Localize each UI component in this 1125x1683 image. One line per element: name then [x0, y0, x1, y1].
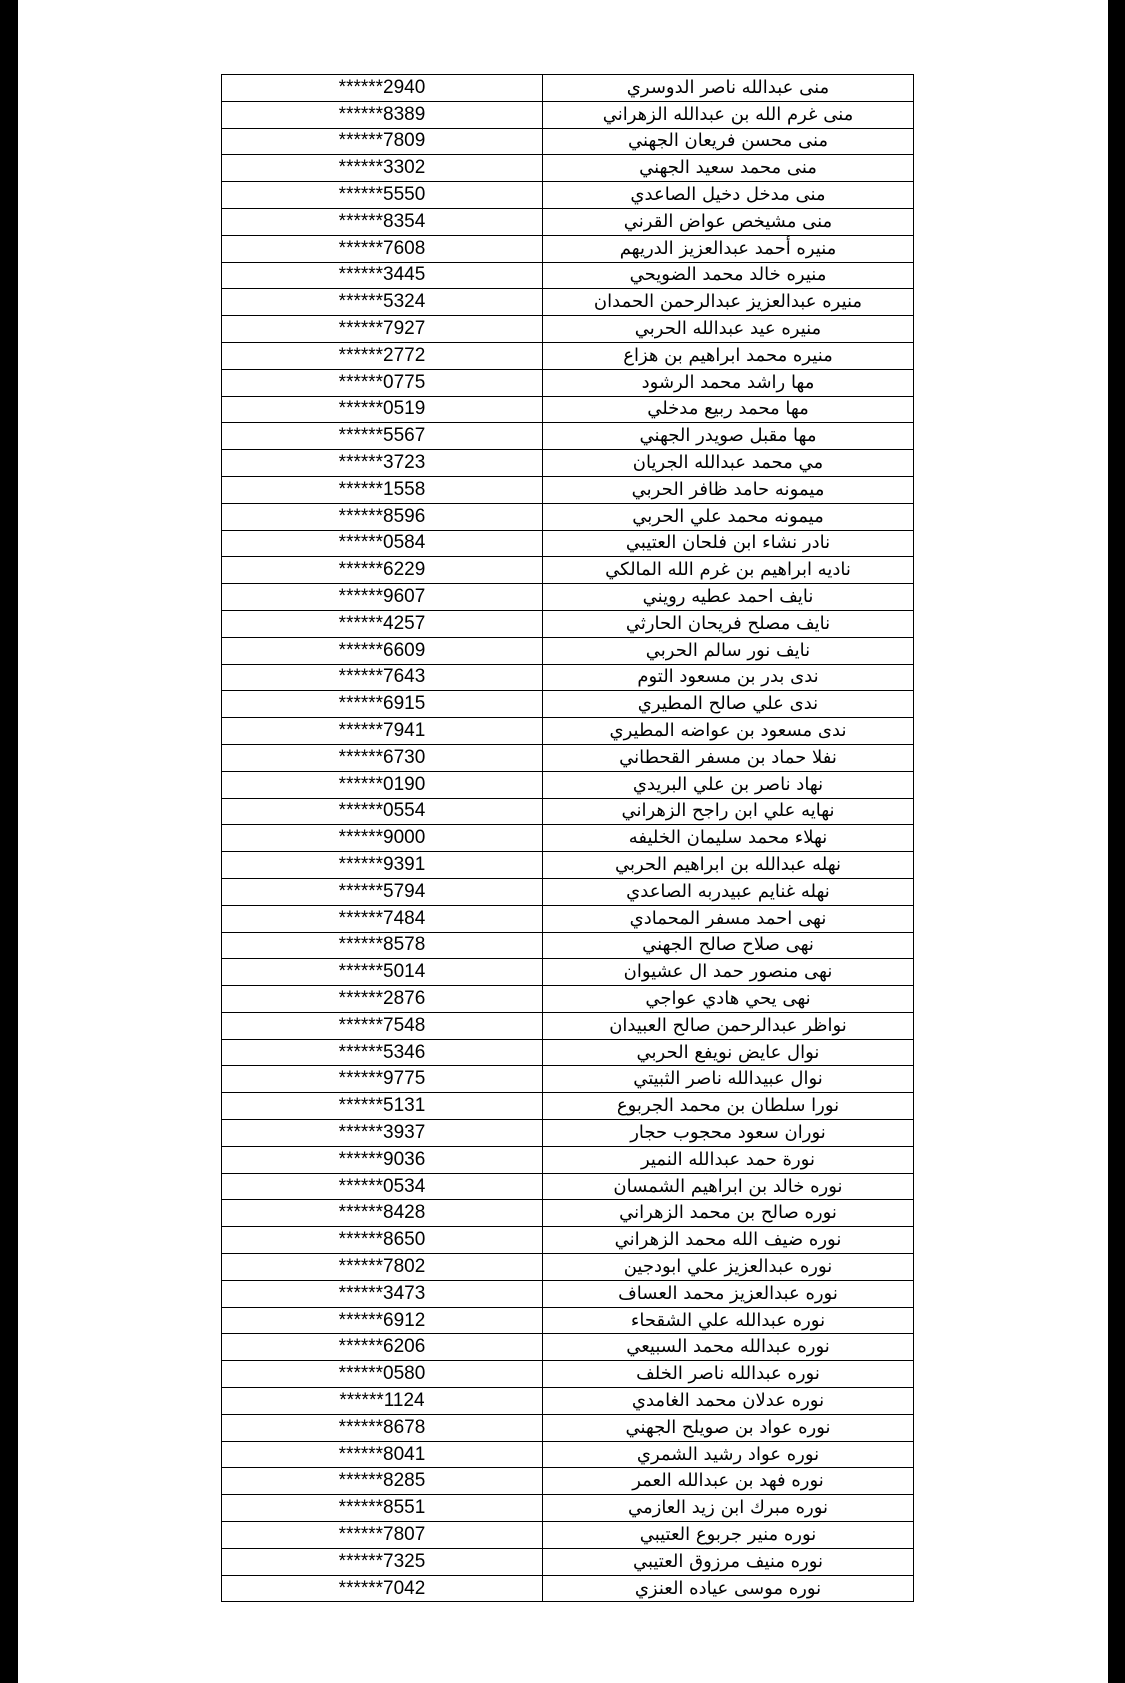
- table-row: [222, 852, 914, 879]
- person-name-cell: نوره منيف مرزوق العتيبي: [543, 1548, 914, 1575]
- person-name-cell: نوره فهد بن عبدالله العمر: [543, 1468, 914, 1495]
- id-number-cell: ******7548: [222, 1012, 543, 1039]
- person-name-cell: نادر نشاء ابن فلحان العتيبي: [543, 530, 914, 557]
- person-name-cell: نهله غنايم عبيدربه الصاعدي: [543, 878, 914, 905]
- table-row: [222, 101, 914, 128]
- table-row: [222, 584, 914, 611]
- id-number-cell: ******9775: [222, 1066, 543, 1093]
- id-number-cell: ******7809: [222, 128, 543, 155]
- names-table: [221, 74, 914, 1602]
- table-row: [222, 664, 914, 691]
- person-name-cell: منى محمد سعيد الجهني: [543, 155, 914, 182]
- id-number-cell: ******5324: [222, 289, 543, 316]
- id-number-cell: ******3937: [222, 1120, 543, 1147]
- table-row: [222, 182, 914, 209]
- table-row: [222, 878, 914, 905]
- table-row: [222, 1414, 914, 1441]
- table-row: [222, 637, 914, 664]
- table-row: [222, 1441, 914, 1468]
- table-row: [222, 986, 914, 1013]
- person-name-cell: مها محمد ربيع مدخلي: [543, 396, 914, 423]
- person-name-cell: مها راشد محمد الرشود: [543, 369, 914, 396]
- id-number-cell: ******7927: [222, 316, 543, 343]
- table-row: [222, 1254, 914, 1281]
- id-number-cell: ******8678: [222, 1414, 543, 1441]
- person-name-cell: منى محسن فريعان الجهني: [543, 128, 914, 155]
- table-row: [222, 798, 914, 825]
- id-number-cell: ******7042: [222, 1575, 543, 1602]
- person-name-cell: نوره عبدالله محمد السبيعي: [543, 1334, 914, 1361]
- person-name-cell: نهى احمد مسفر المحمادي: [543, 905, 914, 932]
- person-name-cell: نوره ضيف الله محمد الزهراني: [543, 1227, 914, 1254]
- id-number-cell: ******3302: [222, 155, 543, 182]
- person-name-cell: منى عبدالله ناصر الدوسري: [543, 75, 914, 102]
- person-name-cell: نايف مصلح فريحان الحارثي: [543, 610, 914, 637]
- id-number-cell: ******2772: [222, 342, 543, 369]
- person-name-cell: نهاد ناصر بن علي البريدي: [543, 771, 914, 798]
- id-number-cell: ******8285: [222, 1468, 543, 1495]
- id-number-cell: ******0554: [222, 798, 543, 825]
- person-name-cell: منى مدخل دخيل الصاعدي: [543, 182, 914, 209]
- table-row: [222, 691, 914, 718]
- names-table-body: [222, 75, 914, 1602]
- id-number-cell: ******5567: [222, 423, 543, 450]
- person-name-cell: نفلا حماد بن مسفر القحطاني: [543, 744, 914, 771]
- id-number-cell: ******3473: [222, 1280, 543, 1307]
- person-name-cell: نايف احمد عطيه رويني: [543, 584, 914, 611]
- table-row: [222, 396, 914, 423]
- table-row: [222, 1280, 914, 1307]
- id-number-cell: ******7643: [222, 664, 543, 691]
- table-row: [222, 342, 914, 369]
- person-name-cell: نهلاء محمد سليمان الخليفه: [543, 825, 914, 852]
- id-number-cell: ******9607: [222, 584, 543, 611]
- person-name-cell: نوره عبدالله ناصر الخلف: [543, 1361, 914, 1388]
- person-name-cell: ندى بدر بن مسعود التوم: [543, 664, 914, 691]
- table-row: [222, 1307, 914, 1334]
- person-name-cell: نهى منصور حمد ال عشيوان: [543, 959, 914, 986]
- person-name-cell: ميمونه حامد ظافر الحربي: [543, 476, 914, 503]
- person-name-cell: نايف نور سالم الحربي: [543, 637, 914, 664]
- id-number-cell: ******7941: [222, 718, 543, 745]
- table-row: [222, 1522, 914, 1549]
- person-name-cell: نوره مبرك ابن زيد العازمي: [543, 1495, 914, 1522]
- table-row: [222, 423, 914, 450]
- person-name-cell: نورا سلطان بن محمد الجربوع: [543, 1093, 914, 1120]
- person-name-cell: منيره عبدالعزيز عبدالرحمن الحمدان: [543, 289, 914, 316]
- person-name-cell: نوره عواد بن صويلح الجهني: [543, 1414, 914, 1441]
- table-row: [222, 1093, 914, 1120]
- table-row: [222, 610, 914, 637]
- id-number-cell: ******0534: [222, 1173, 543, 1200]
- person-name-cell: نهى يحي هادي عواجي: [543, 986, 914, 1013]
- table-row: [222, 235, 914, 262]
- person-name-cell: منيره أحمد عبدالعزيز الدريهم: [543, 235, 914, 262]
- person-name-cell: نوره عدلان محمد الغامدي: [543, 1388, 914, 1415]
- id-number-cell: ******0190: [222, 771, 543, 798]
- id-number-cell: ******6206: [222, 1334, 543, 1361]
- id-number-cell: ******8551: [222, 1495, 543, 1522]
- person-name-cell: نهى صلاح صالح الجهني: [543, 932, 914, 959]
- id-number-cell: ******5014: [222, 959, 543, 986]
- person-name-cell: ناديه ابراهيم بن غرم الله المالكي: [543, 557, 914, 584]
- id-number-cell: ******8354: [222, 208, 543, 235]
- id-number-cell: ******9036: [222, 1146, 543, 1173]
- id-number-cell: ******6229: [222, 557, 543, 584]
- person-name-cell: مها مقبل صويدر الجهني: [543, 423, 914, 450]
- table-row: [222, 1495, 914, 1522]
- table-row: [222, 1012, 914, 1039]
- table-row: [222, 530, 914, 557]
- table-row: [222, 718, 914, 745]
- table-row: [222, 1066, 914, 1093]
- person-name-cell: نوران سعود محجوب حجار: [543, 1120, 914, 1147]
- table-row: [222, 1200, 914, 1227]
- document-page: [18, 0, 1108, 1683]
- table-row: [222, 1146, 914, 1173]
- person-name-cell: نوره منير جربوع العتيبي: [543, 1522, 914, 1549]
- table-row: [222, 1548, 914, 1575]
- table-row: [222, 1039, 914, 1066]
- table-row: [222, 155, 914, 182]
- id-number-cell: ******6915: [222, 691, 543, 718]
- person-name-cell: نورة حمد عبدالله النمير: [543, 1146, 914, 1173]
- table-row: [222, 959, 914, 986]
- person-name-cell: منيره عيد عبدالله الحربي: [543, 316, 914, 343]
- id-number-cell: ******4257: [222, 610, 543, 637]
- id-number-cell: ******8428: [222, 1200, 543, 1227]
- table-row: [222, 128, 914, 155]
- person-name-cell: منيره محمد ابراهيم بن هزاع: [543, 342, 914, 369]
- table-row: [222, 1334, 914, 1361]
- table-row: [222, 208, 914, 235]
- id-number-cell: ******2876: [222, 986, 543, 1013]
- table-row: [222, 1361, 914, 1388]
- id-number-cell: ******5346: [222, 1039, 543, 1066]
- table-row: [222, 1388, 914, 1415]
- id-number-cell: ******7484: [222, 905, 543, 932]
- id-number-cell: ******5131: [222, 1093, 543, 1120]
- table-row: [222, 75, 914, 102]
- id-number-cell: ******0580: [222, 1361, 543, 1388]
- id-number-cell: ******0519: [222, 396, 543, 423]
- id-number-cell: ******0584: [222, 530, 543, 557]
- person-name-cell: نوره صالح بن محمد الزهراني: [543, 1200, 914, 1227]
- id-number-cell: ******5794: [222, 878, 543, 905]
- table-row: [222, 262, 914, 289]
- person-name-cell: نوره عواد رشيد الشمري: [543, 1441, 914, 1468]
- table-row: [222, 450, 914, 477]
- table-row: [222, 932, 914, 959]
- id-number-cell: ******9391: [222, 852, 543, 879]
- id-number-cell: ******7807: [222, 1522, 543, 1549]
- id-number-cell: ******8578: [222, 932, 543, 959]
- table-row: [222, 905, 914, 932]
- person-name-cell: منى غرم الله بن عبدالله الزهراني: [543, 101, 914, 128]
- table-row: [222, 825, 914, 852]
- table-row: [222, 1120, 914, 1147]
- person-name-cell: منيره خالد محمد الضويحي: [543, 262, 914, 289]
- id-number-cell: ******3445: [222, 262, 543, 289]
- id-number-cell: ******3723: [222, 450, 543, 477]
- id-number-cell: ******7325: [222, 1548, 543, 1575]
- id-number-cell: ******0775: [222, 369, 543, 396]
- id-number-cell: ******6609: [222, 637, 543, 664]
- person-name-cell: ندى مسعود بن عواضه المطيري: [543, 718, 914, 745]
- table-row: [222, 289, 914, 316]
- id-number-cell: ******6912: [222, 1307, 543, 1334]
- id-number-cell: ******2940: [222, 75, 543, 102]
- person-name-cell: منى مشيخص عواض القرني: [543, 208, 914, 235]
- table-row: [222, 316, 914, 343]
- person-name-cell: نوره عبدالله علي الشقحاء: [543, 1307, 914, 1334]
- id-number-cell: ******9000: [222, 825, 543, 852]
- person-name-cell: نوره عبدالعزيز علي ابودجين: [543, 1254, 914, 1281]
- table-row: [222, 771, 914, 798]
- id-number-cell: ******8389: [222, 101, 543, 128]
- id-number-cell: ******8041: [222, 1441, 543, 1468]
- person-name-cell: نهله عبدالله بن ابراهيم الحربي: [543, 852, 914, 879]
- id-number-cell: ******7608: [222, 235, 543, 262]
- table-row: [222, 503, 914, 530]
- person-name-cell: ميمونه محمد علي الحربي: [543, 503, 914, 530]
- person-name-cell: نوره موسى عياده العنزي: [543, 1575, 914, 1602]
- person-name-cell: نواظر عبدالرحمن صالح العبيدان: [543, 1012, 914, 1039]
- person-name-cell: نهايه علي ابن راجح الزهراني: [543, 798, 914, 825]
- id-number-cell: ******6730: [222, 744, 543, 771]
- id-number-cell: ******5550: [222, 182, 543, 209]
- table-row: [222, 369, 914, 396]
- id-number-cell: ******8596: [222, 503, 543, 530]
- person-name-cell: نوره عبدالعزيز محمد العساف: [543, 1280, 914, 1307]
- id-number-cell: ******1124: [222, 1388, 543, 1415]
- person-name-cell: نوال عبيدالله ناصر الثبيتي: [543, 1066, 914, 1093]
- table-row: [222, 1468, 914, 1495]
- table-row: [222, 557, 914, 584]
- person-name-cell: ندى علي صالح المطيري: [543, 691, 914, 718]
- person-name-cell: مي محمد عبدالله الجريان: [543, 450, 914, 477]
- table-row: [222, 1575, 914, 1602]
- table-row: [222, 476, 914, 503]
- table-row: [222, 1173, 914, 1200]
- id-number-cell: ******1558: [222, 476, 543, 503]
- id-number-cell: ******8650: [222, 1227, 543, 1254]
- table-row: [222, 744, 914, 771]
- person-name-cell: نوال عايض نويفع الحربي: [543, 1039, 914, 1066]
- person-name-cell: نوره خالد بن ابراهيم الشمسان: [543, 1173, 914, 1200]
- id-number-cell: ******7802: [222, 1254, 543, 1281]
- table-row: [222, 1227, 914, 1254]
